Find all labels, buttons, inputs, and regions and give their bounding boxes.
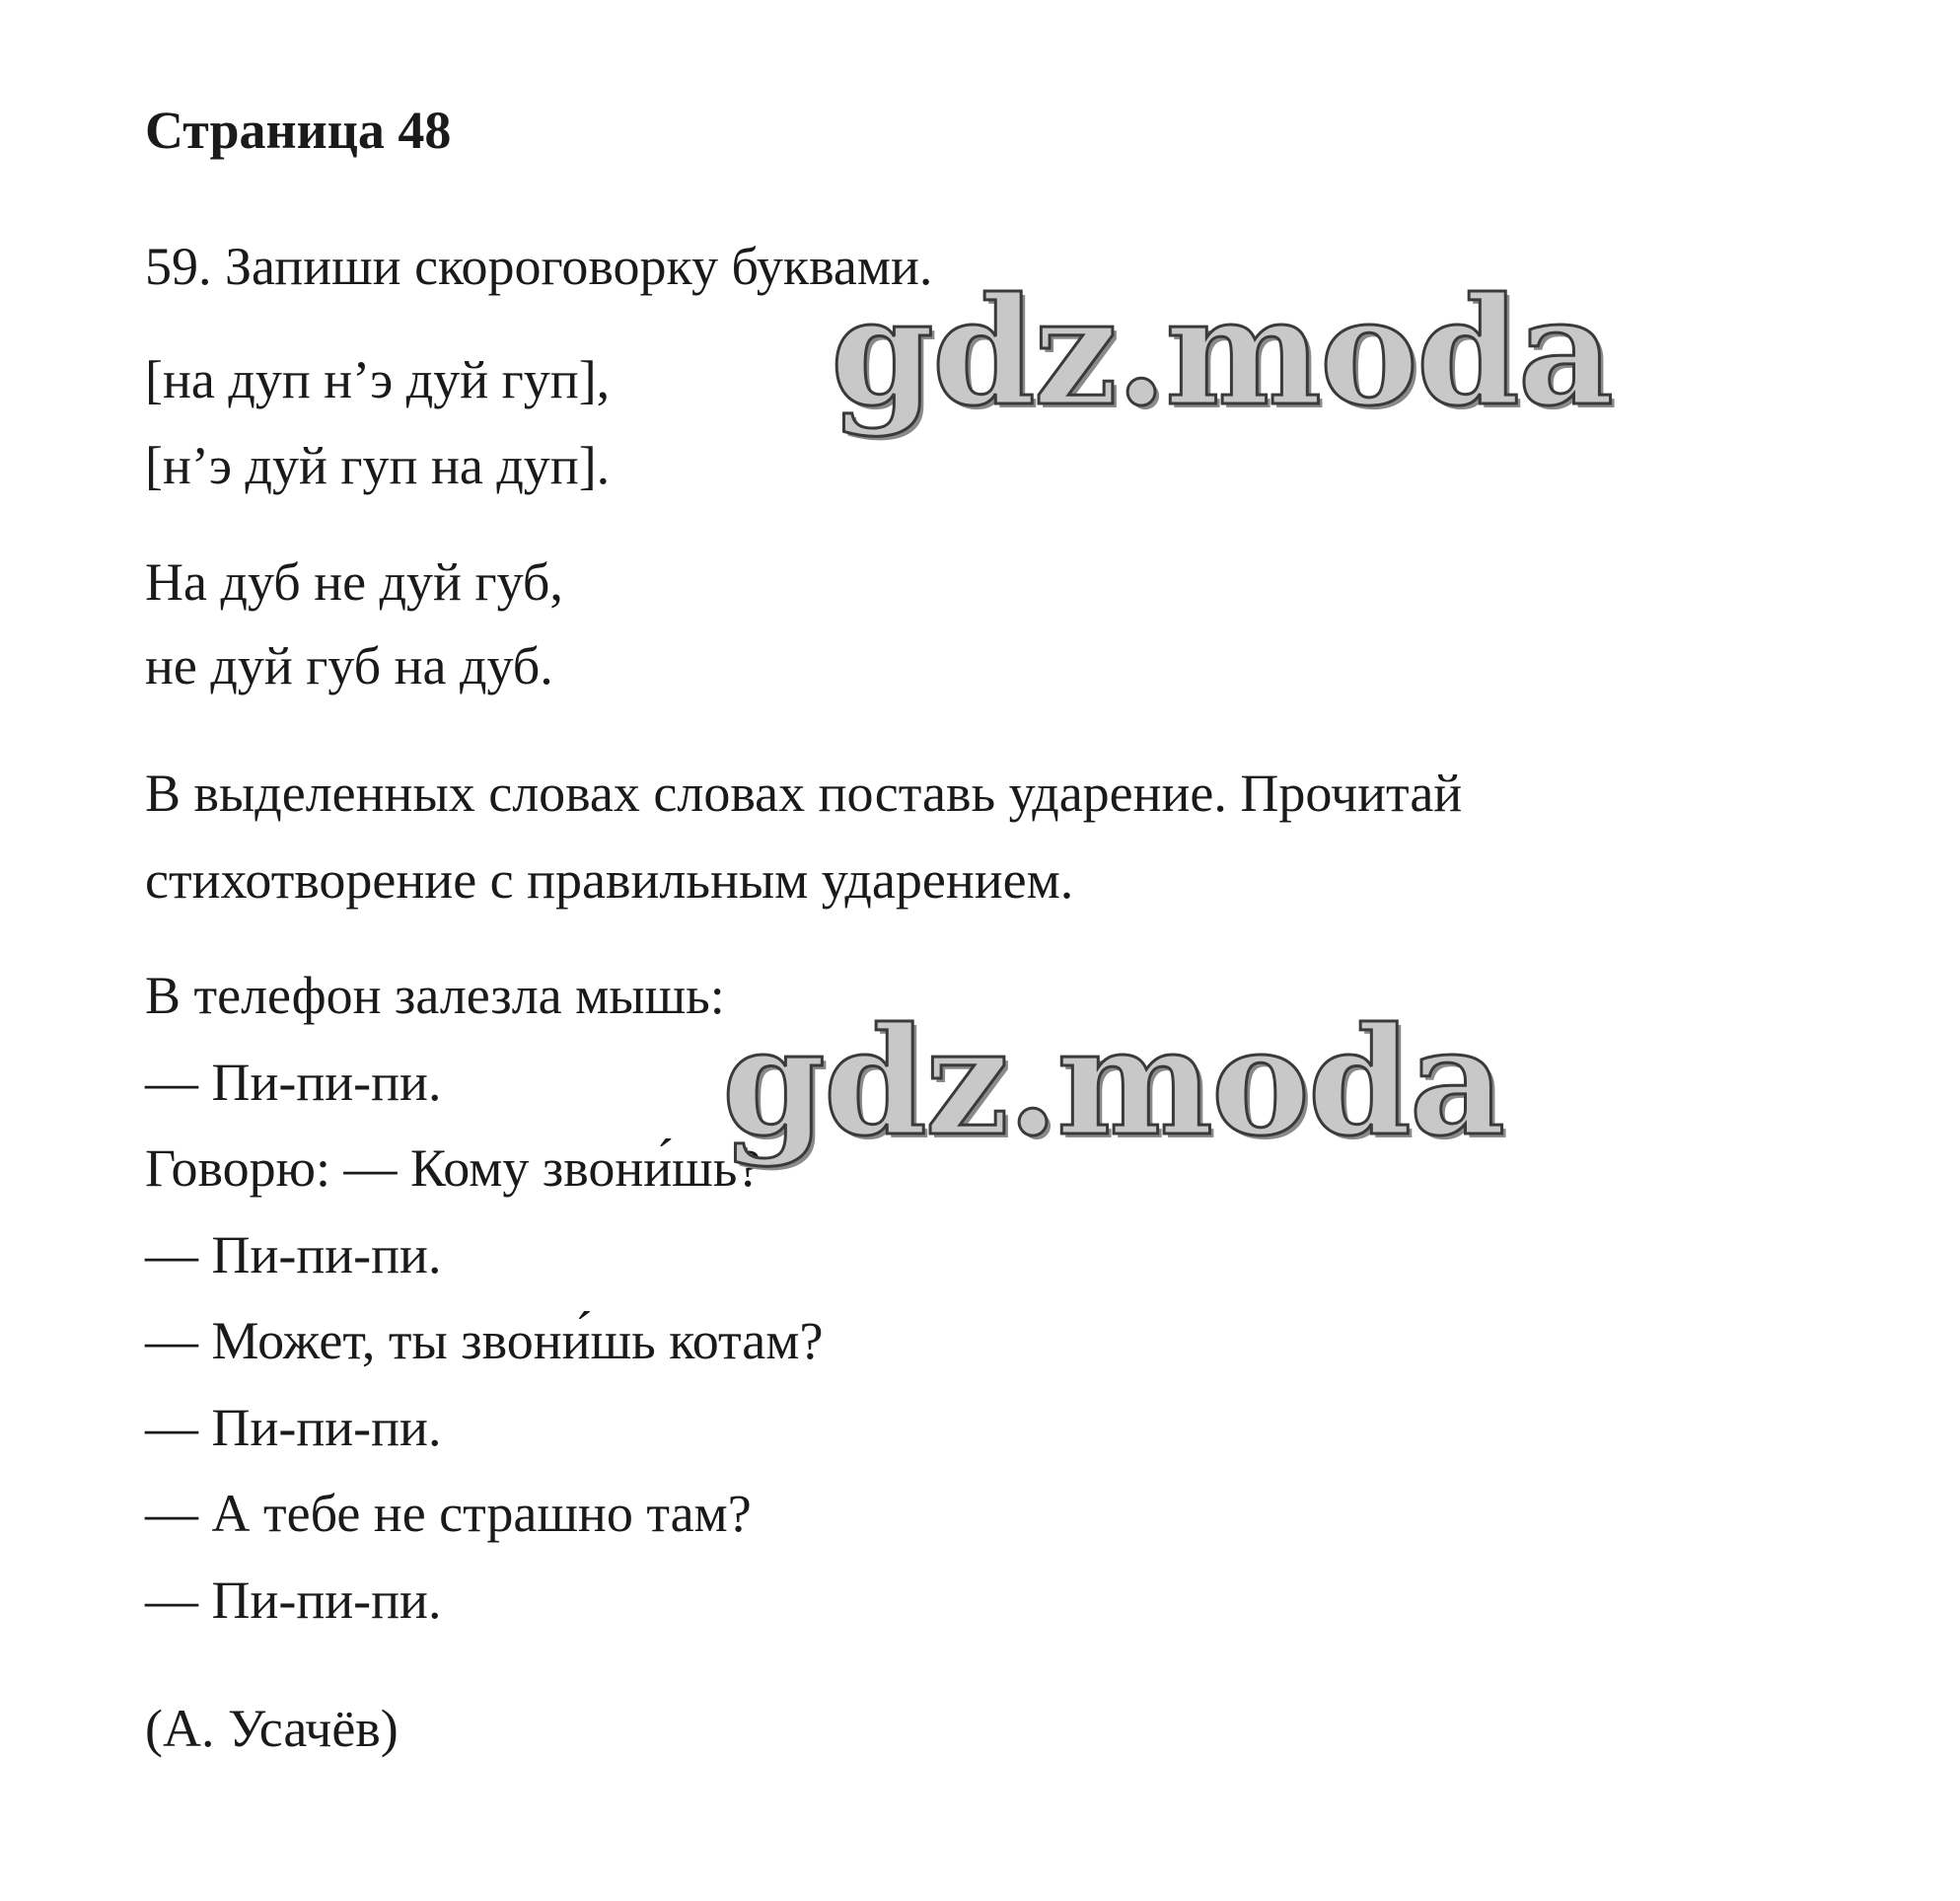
watermark-logo: gdz.moda <box>722 995 1504 1169</box>
poem-line-8: — Пи-пи-пи. <box>145 1571 442 1630</box>
task2-instruction-line-2: стихотворение с правильным ударением. <box>145 850 1074 910</box>
transcription-line-1: [на дуп н’э дуй гуп], <box>145 350 611 409</box>
page-heading: Страница 48 <box>145 101 452 160</box>
transcription-line-2: [н’э дуй гуп на дуп]. <box>145 436 611 495</box>
poem-line-3: Говорю: — Кому звони́шь? <box>145 1138 762 1198</box>
poem-line-1: В телефон залезла мышь: <box>145 966 725 1025</box>
poem-author: (А. Усачёв) <box>145 1699 399 1758</box>
poem-line-6: — Пи-пи-пи. <box>145 1398 442 1457</box>
watermark-logo: gdz.moda <box>831 265 1613 439</box>
answer-line-2: не дуй губ на дуб. <box>145 636 553 695</box>
poem-line-7: — А тебе не страшно там? <box>145 1484 752 1543</box>
poem-line-2: — Пи-пи-пи. <box>145 1053 442 1112</box>
answer-line-1: На дуб не дуй губ, <box>145 552 563 612</box>
poem-line-4: — Пи-пи-пи. <box>145 1225 442 1284</box>
task-instruction: 59. Запиши скороговорку буквами. <box>145 237 933 296</box>
task2-instruction-line-1: В выделенных словах словах поставь ударение. Прочитай <box>145 764 1463 823</box>
poem-line-5: — Может, ты звони́шь котам? <box>145 1311 824 1370</box>
